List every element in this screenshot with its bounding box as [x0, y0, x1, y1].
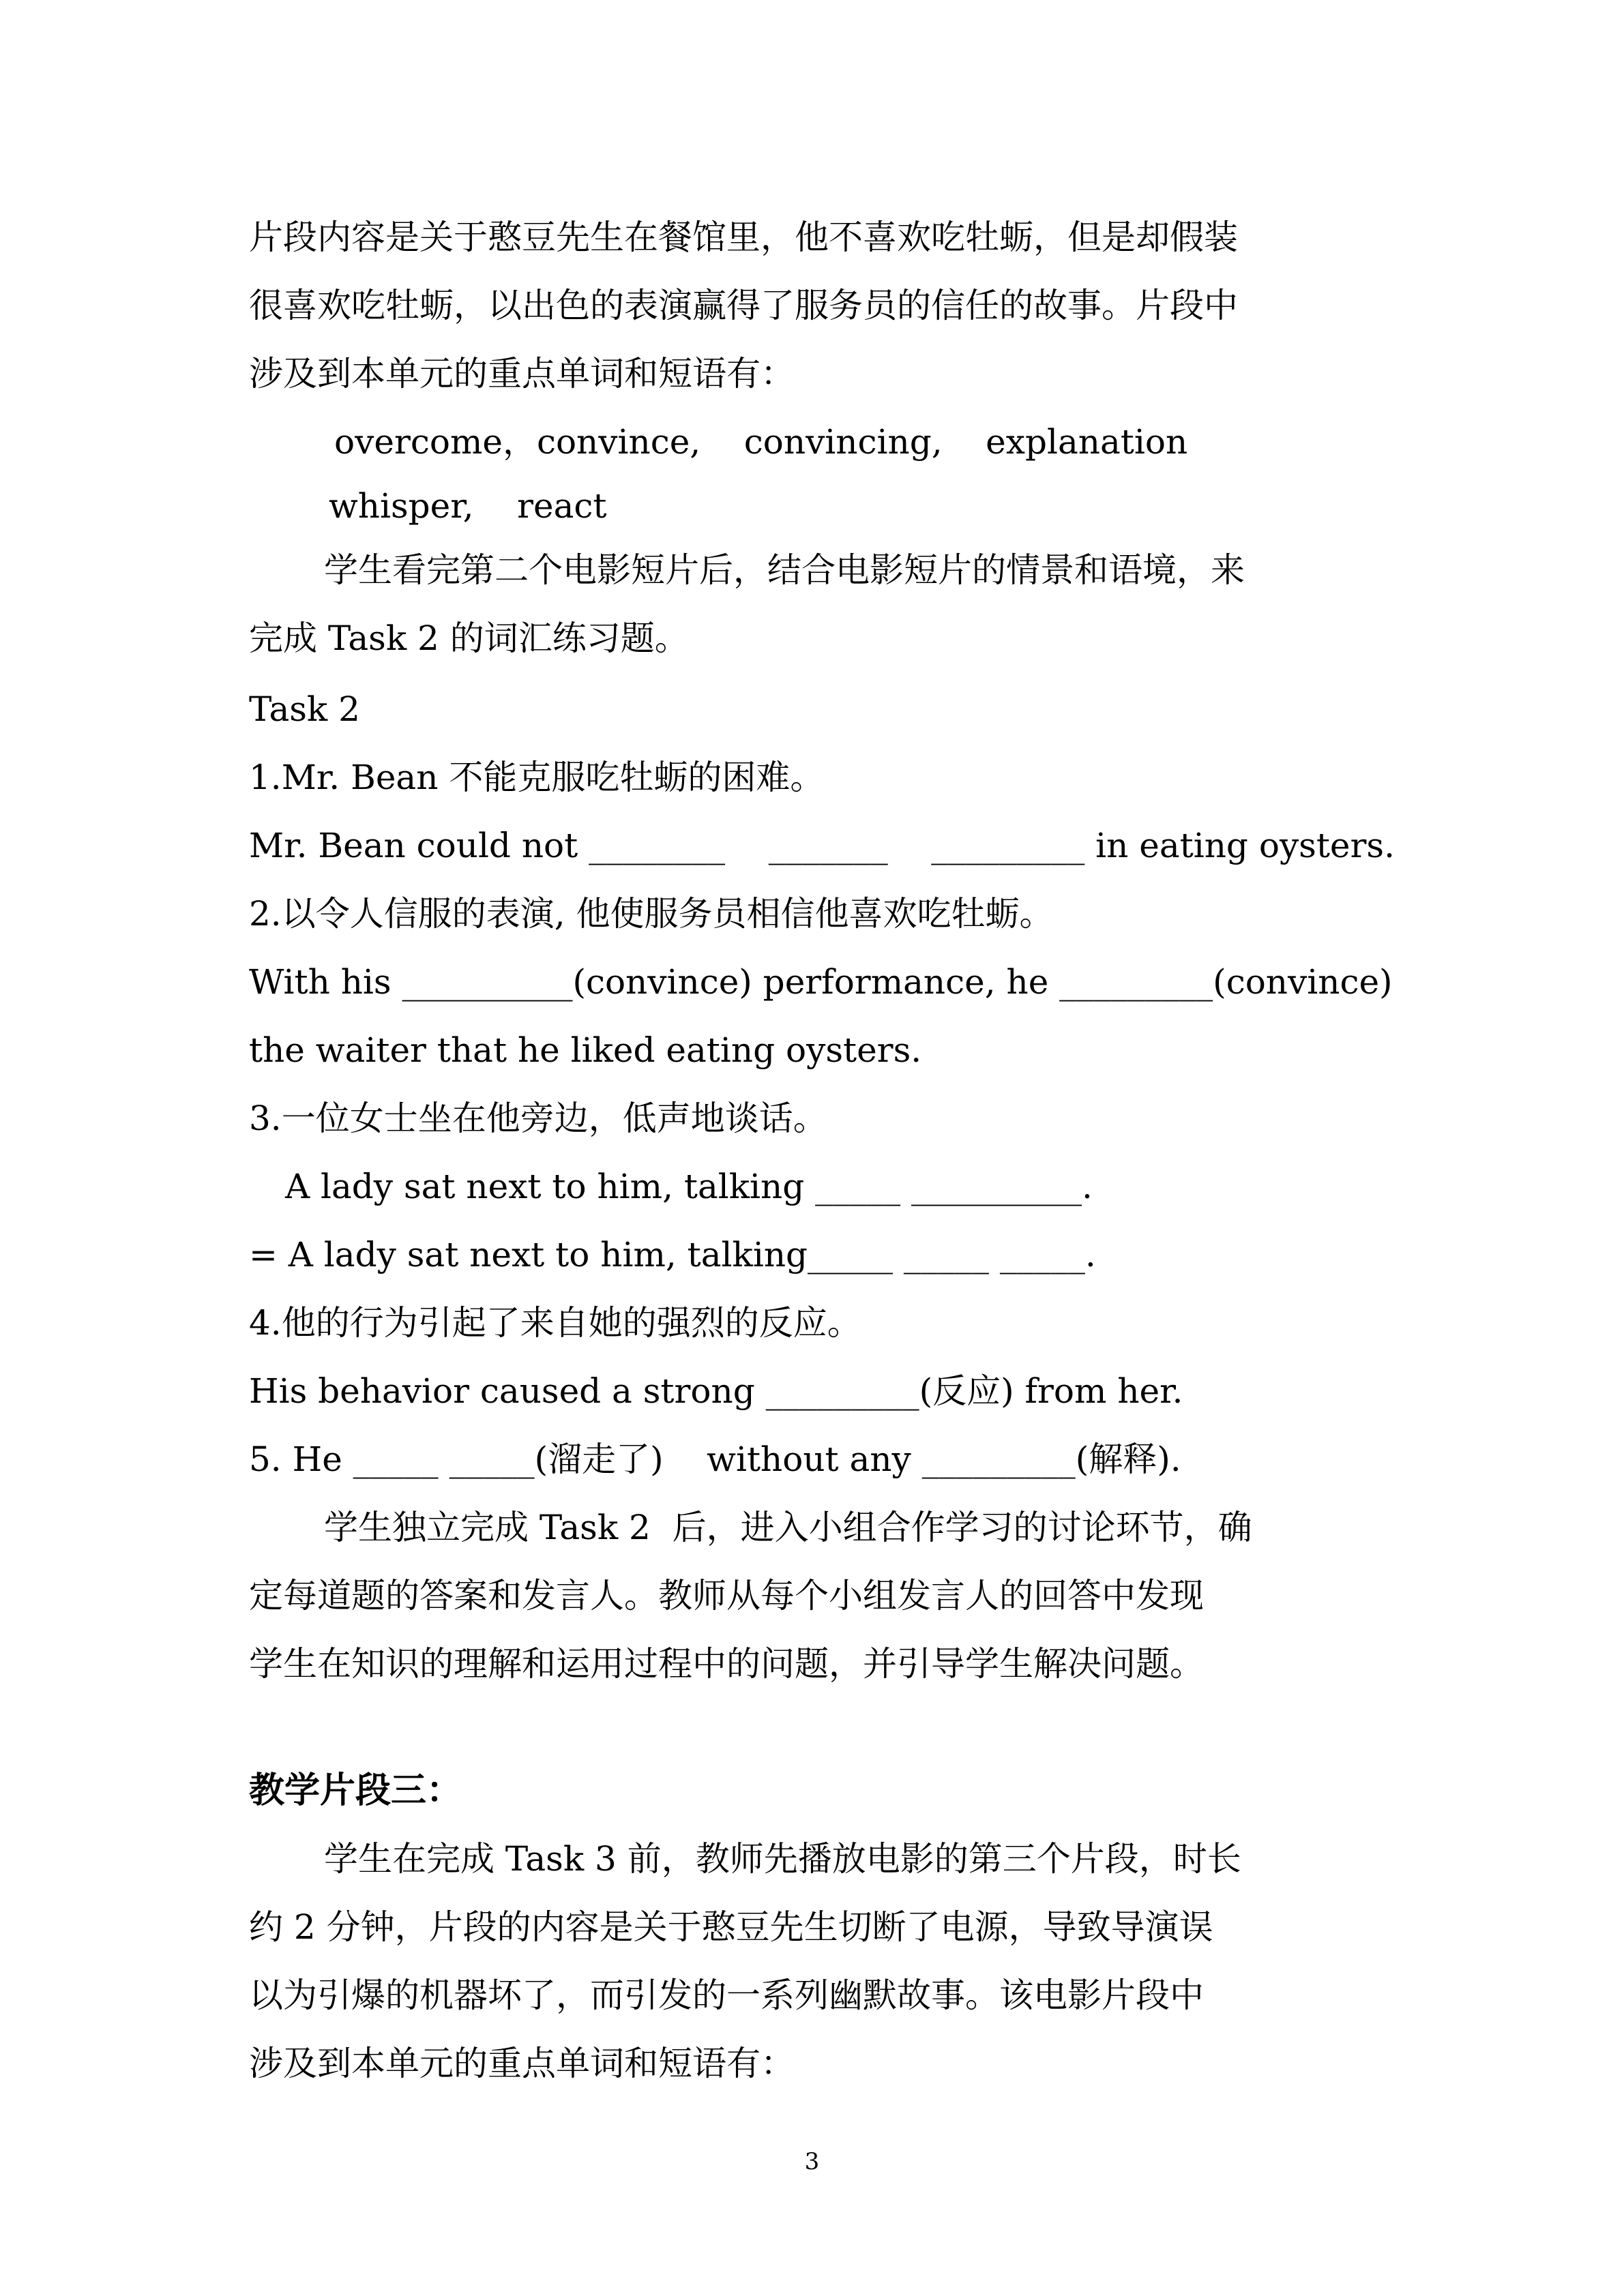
- vocabulary-list-line: whisper, react: [329, 486, 607, 526]
- exercise-sentence: = A lady sat next to him, talking_____ _____ _____.: [249, 1235, 1096, 1274]
- body-text-line: 约 2 分钟，片段的内容是关于憨豆先生切断了电源，导致导演误: [249, 1907, 1213, 1947]
- exercise-sentence: A lady sat next to him, talking _____ __________.: [285, 1167, 1093, 1206]
- body-text-line: 学生独立完成 Task 2 后，进入小组合作学习的讨论环节，确: [324, 1508, 1252, 1547]
- exercise-prompt: 3.一位女士坐在他旁边，低声地谈话。: [249, 1099, 827, 1138]
- exercise-prompt: 2.以令人信服的表演, 他使服务员相信他喜欢吃牡蛎。: [249, 894, 1054, 934]
- exercise-sentence: 5. He _____ _____(溜走了) without any _________(解释).: [249, 1440, 1181, 1479]
- body-text-line: 学生在完成 Task 3 前，教师先播放电影的第三个片段，时长: [324, 1839, 1241, 1879]
- body-text-line: 学生在知识的理解和运用过程中的问题，并引导学生解决问题。: [249, 1644, 1204, 1684]
- exercise-prompt: 1.Mr. Bean 不能克服吃牡蛎的困难。: [249, 758, 825, 797]
- body-text-line: 涉及到本单元的重点单词和短语有：: [249, 354, 795, 393]
- body-text-line: 定每道题的答案和发言人。教师从每个小组发言人的回答中发现: [249, 1576, 1204, 1615]
- section-heading: 教学片段三：: [249, 1770, 462, 1811]
- exercise-prompt: 4.他的行为引起了来自她的强烈的反应。: [249, 1303, 861, 1343]
- body-text-line: 涉及到本单元的重点单词和短语有：: [249, 2044, 795, 2083]
- task-title: Task 2: [249, 689, 360, 729]
- exercise-sentence: With his __________(convince) performance, he _________(convince): [249, 962, 1393, 1002]
- body-text-line: 学生看完第二个电影短片后，结合电影短片的情景和语境，来: [324, 550, 1245, 590]
- body-text-line: 以为引爆的机器坏了，而引发的一系列幽默故事。该电影片段中: [249, 1976, 1204, 2015]
- body-text-line: 很喜欢吃牡蛎，以出色的表演赢得了服务员的信任的故事。片段中: [249, 286, 1238, 325]
- exercise-sentence: His behavior caused a strong _________(反应) from her.: [249, 1371, 1183, 1411]
- vocabulary-list-line: overcome，convince, convincing, explanation: [334, 422, 1188, 462]
- exercise-sentence: the waiter that he liked eating oysters.: [249, 1030, 922, 1070]
- body-text-line: 片段内容是关于憨豆先生在餐馆里，他不喜欢吃牡蛎，但是却假装: [249, 218, 1238, 257]
- page-number: 3: [804, 2148, 820, 2175]
- exercise-sentence: Mr. Bean could not ________ _______ _________ in eating oysters.: [249, 826, 1395, 865]
- body-text-line: 完成 Task 2 的词汇练习题。: [249, 618, 689, 658]
